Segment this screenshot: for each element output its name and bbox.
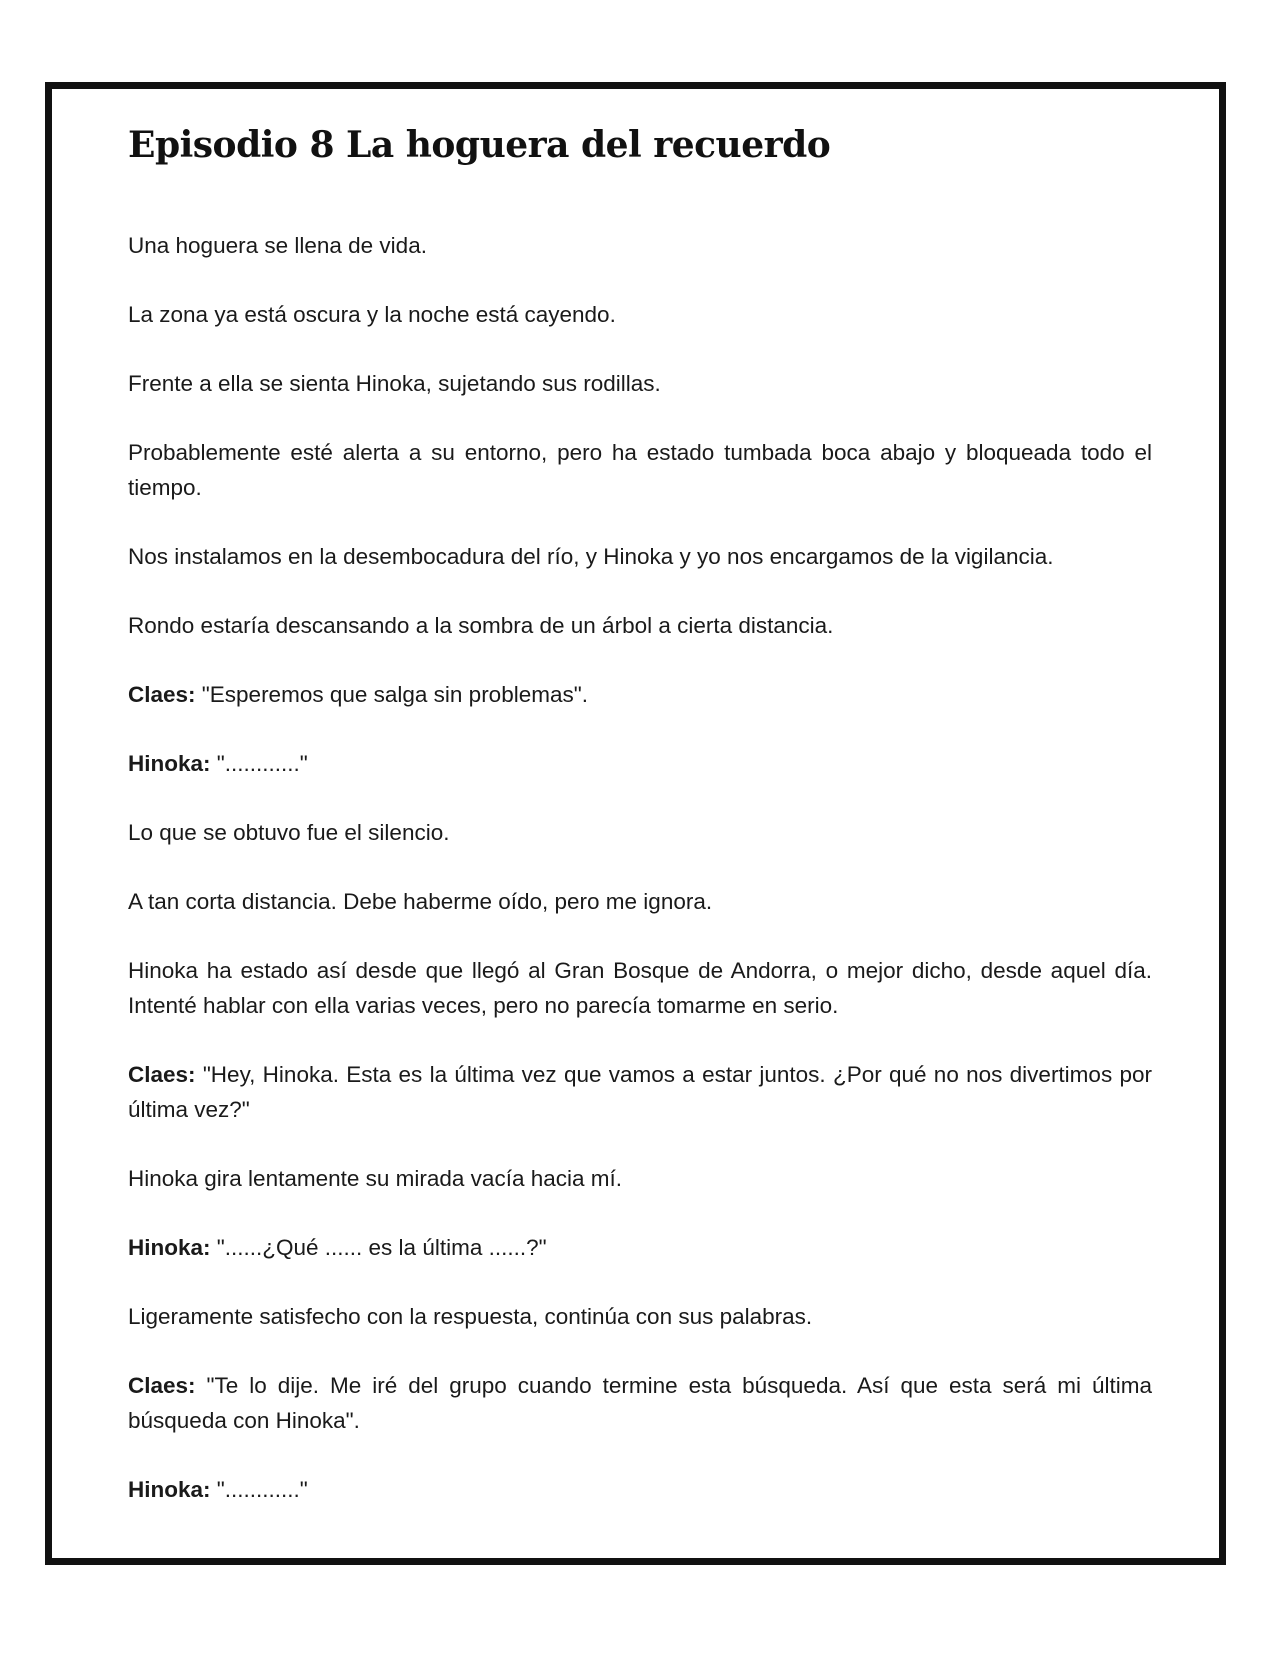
dialogue-line: [128, 1472, 1152, 1507]
paragraph: [128, 1299, 1152, 1334]
dialogue-text: "............": [210, 751, 308, 776]
paragraph: [128, 539, 1152, 574]
dialogue-text: "......¿Qué ...... es la última ......?": [210, 1235, 547, 1260]
page-title: Episodio 8 La hoguera del recuerdo: [128, 124, 831, 166]
paragraph: [128, 608, 1152, 643]
speaker-name: Claes:: [128, 1373, 196, 1398]
speaker-name: Hinoka:: [128, 1235, 211, 1260]
dialogue-line: [128, 677, 1152, 712]
paragraph-text: Frente a ella se sienta Hinoka, sujetando sus rodillas.: [128, 371, 661, 396]
paragraph: [128, 884, 1152, 919]
paragraph-text: Lo que se obtuvo fue el silencio.: [128, 820, 450, 845]
paragraph-text: Hinoka gira lentamente su mirada vacía hacia mí.: [128, 1166, 622, 1191]
paragraph-text: Nos instalamos en la desembocadura del río, y Hinoka y yo nos encargamos de la vigilancia.: [128, 544, 1054, 569]
dialogue-text: "Esperemos que salga sin problemas".: [195, 682, 588, 707]
dialogue-text: "Hey, Hinoka. Esta es la última vez que vamos a estar juntos. ¿Por qué no nos divertimos por última vez?": [128, 1062, 1152, 1122]
dialogue-line: [128, 1230, 1152, 1265]
paragraph: [128, 297, 1152, 332]
paragraph-text: A tan corta distancia. Debe haberme oído, pero me ignora.: [128, 889, 713, 914]
paragraph-text: Hinoka ha estado así desde que llegó al Gran Bosque de Andorra, o mejor dicho, desde aquel día. Intenté hablar con ella varias veces, pero no parecía tomarme en serio.: [128, 958, 1152, 1018]
speaker-name: Claes:: [128, 682, 196, 707]
dialogue-line: [128, 1368, 1152, 1438]
paragraph-text: Ligeramente satisfecho con la respuesta, continúa con sus palabras.: [128, 1304, 813, 1329]
paragraph-text: La zona ya está oscura y la noche está cayendo.: [128, 302, 616, 327]
dialogue-line: [128, 1057, 1152, 1127]
speaker-name: Hinoka:: [128, 1477, 211, 1502]
story-text: [128, 228, 1152, 1507]
dialogue-text: "Te lo dije. Me iré del grupo cuando termine esta búsqueda. Así que esta será mi última búsqueda con Hinoka".: [128, 1373, 1152, 1433]
paragraph: [128, 366, 1152, 401]
paragraph-text: Una hoguera se llena de vida.: [128, 233, 427, 258]
speaker-name: Hinoka:: [128, 751, 211, 776]
dialogue-text: "............": [210, 1477, 308, 1502]
paragraph: [128, 228, 1152, 263]
paragraph: [128, 1161, 1152, 1196]
paragraph: [128, 953, 1152, 1023]
paragraph: [128, 815, 1152, 850]
speaker-name: Claes:: [128, 1062, 196, 1087]
dialogue-line: [128, 746, 1152, 781]
paragraph-text: Probablemente esté alerta a su entorno, pero ha estado tumbada boca abajo y bloqueada todo el tiempo.: [128, 440, 1152, 500]
paragraph: [128, 435, 1152, 505]
paragraph-text: Rondo estaría descansando a la sombra de un árbol a cierta distancia.: [128, 613, 834, 638]
